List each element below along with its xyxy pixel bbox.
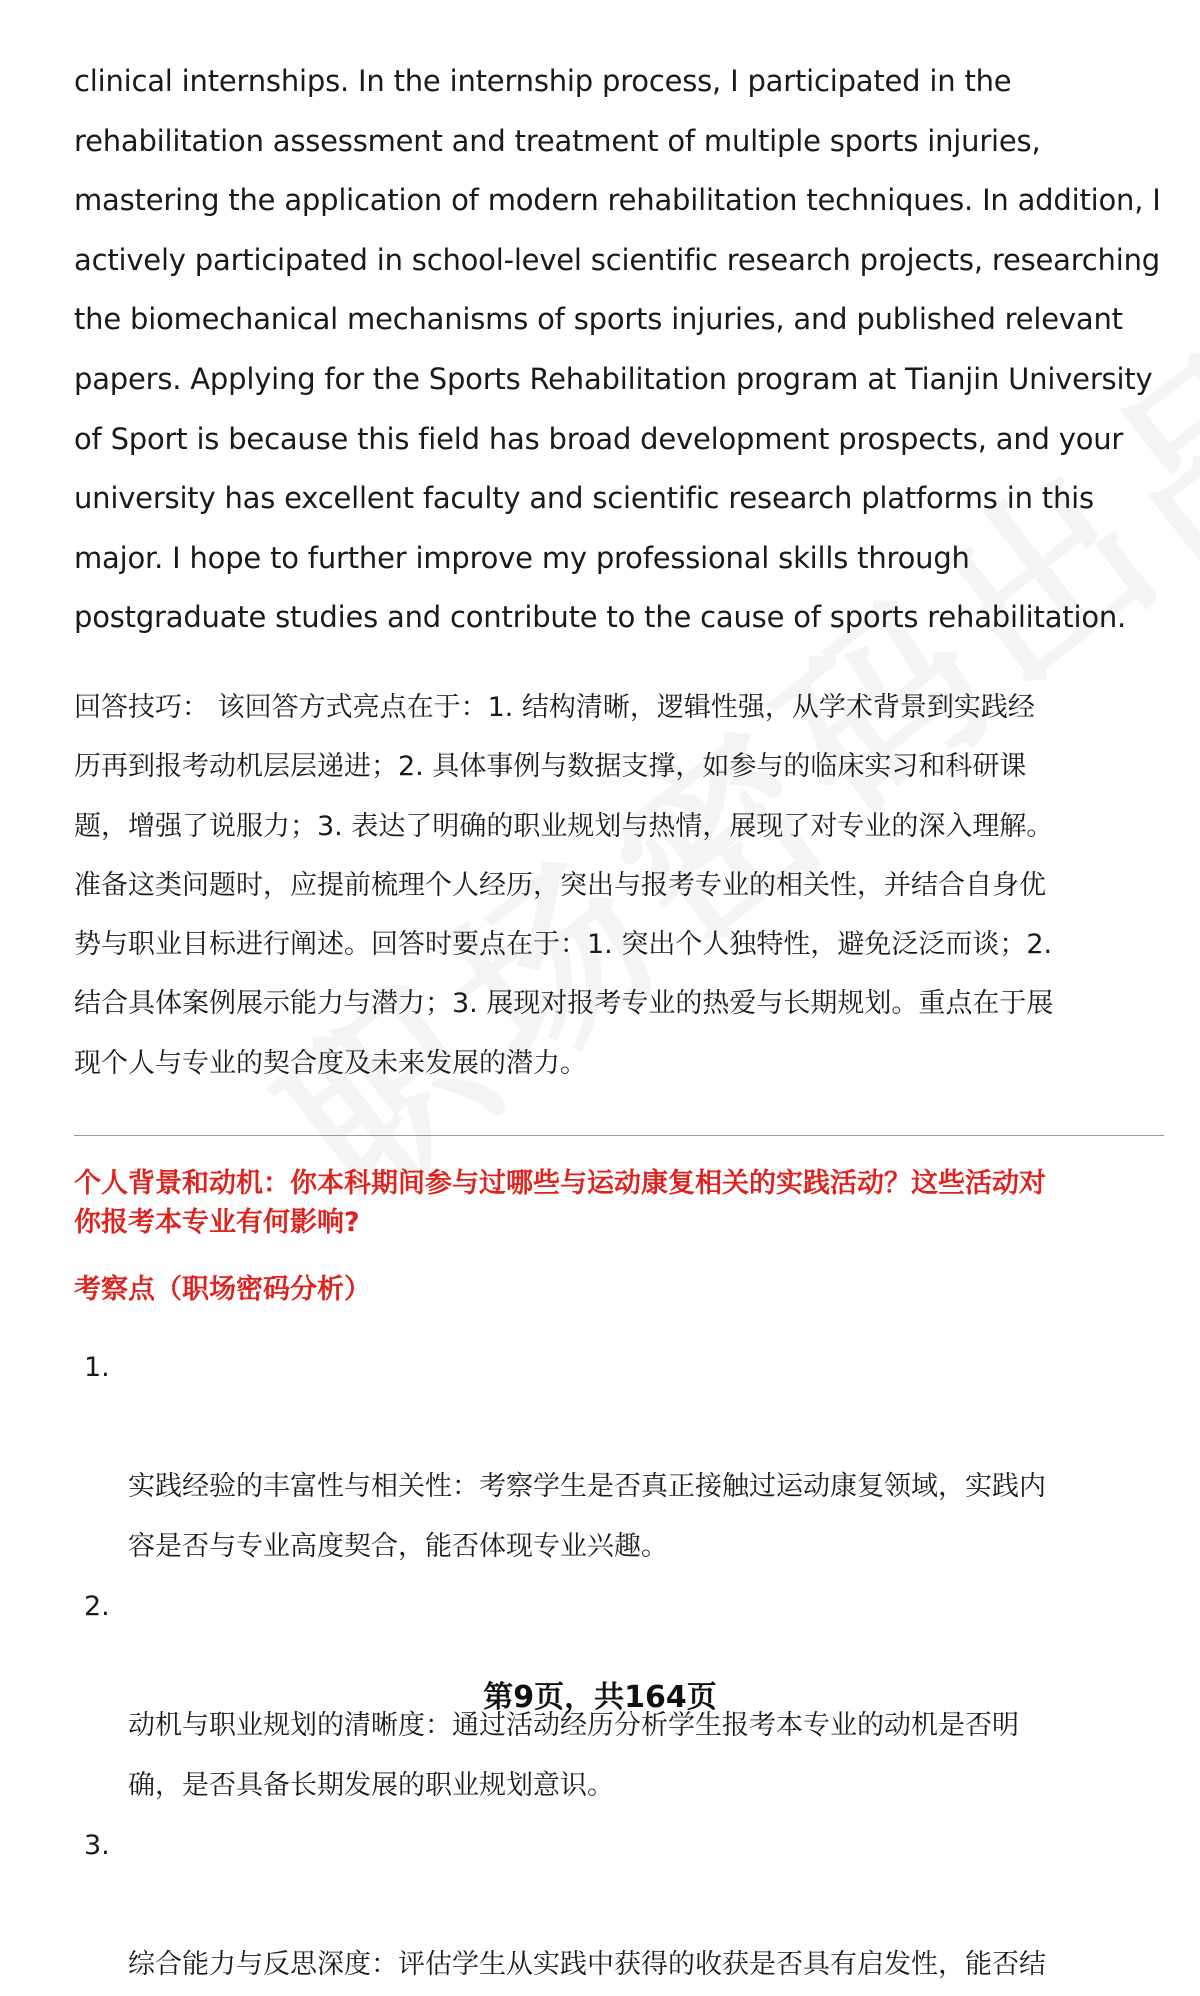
section-divider	[74, 1135, 1164, 1136]
page-footer: 第9页，共164页	[483, 1680, 717, 1715]
list-number: 1.	[84, 1352, 110, 1384]
analysis-points-list	[74, 1338, 1164, 1995]
list-number: 2.	[84, 1591, 110, 1623]
tips-paragraph: 回答技巧： 该回答方式亮点在于：1. 结构清晰，逻辑性强，从学术背景到实践经 历再到报考动机层层递进；2. 具体事例与数据支撑，如参与的临床实习和科研课 题，增强了说服力；3. 表达了明确的职业规划与热情，展现了对专业的深入理解。 准备这类问题时，应提前梳理个人经历，突出与报考专业的相关性，并结合自身优 势与职业目标进行阐述。回答时要点在于：1. 突出个人独特性，避免泛泛而谈；2. 结合具体案例展示能力与潜力；3. 展现对报考专业的热爱与长期规划。重点在于展 现个人与专业的契合度及未来发展的潜力。	[74, 691, 1054, 1079]
list-item	[74, 1338, 1164, 1576]
list-number: 3.	[84, 1830, 110, 1862]
section-title: 考察点（职场密码分析）	[74, 1274, 371, 1306]
list-item-text: 实践经验的丰富性与相关性：考察学生是否真正接触过运动康复领域，实践内 容是否与专业高度契合，能否体现专业兴趣。	[128, 1471, 1046, 1562]
question-heading: 个人背景和动机：你本科期间参与过哪些与运动康复相关的实践活动？这些活动对 你报考本专业有何影响?	[74, 1168, 1046, 1239]
intro-paragraph: clinical internships. In the internship process, I participated in the rehabilitation assessment and treatment of multiple sports injuries, mastering the application of modern rehabilitation techniques. In addition, I actively participated in school-level scientific research projects, researching the biomechanical mechanisms of sports injuries, and published relevant papers. Applying for the Sports Rehabilitation program at Tianjin University of Sport is because this field has broad development prospects, and your university has excellent faculty and scientific research platforms in this major. I hope to further improve my professional skills through postgraduate studies and contribute to the cause of sports rehabilitation.	[74, 64, 1161, 635]
list-item	[74, 1816, 1164, 1995]
list-item-text: 动机与职业规划的清晰度：通过活动经历分析学生报考本专业的动机是否明 确，是否具备长期发展的职业规划意识。	[128, 1710, 1019, 1801]
list-item-text: 综合能力与反思深度：评估学生从实践中获得的收获是否具有启发性，能否结	[128, 1949, 1046, 1981]
